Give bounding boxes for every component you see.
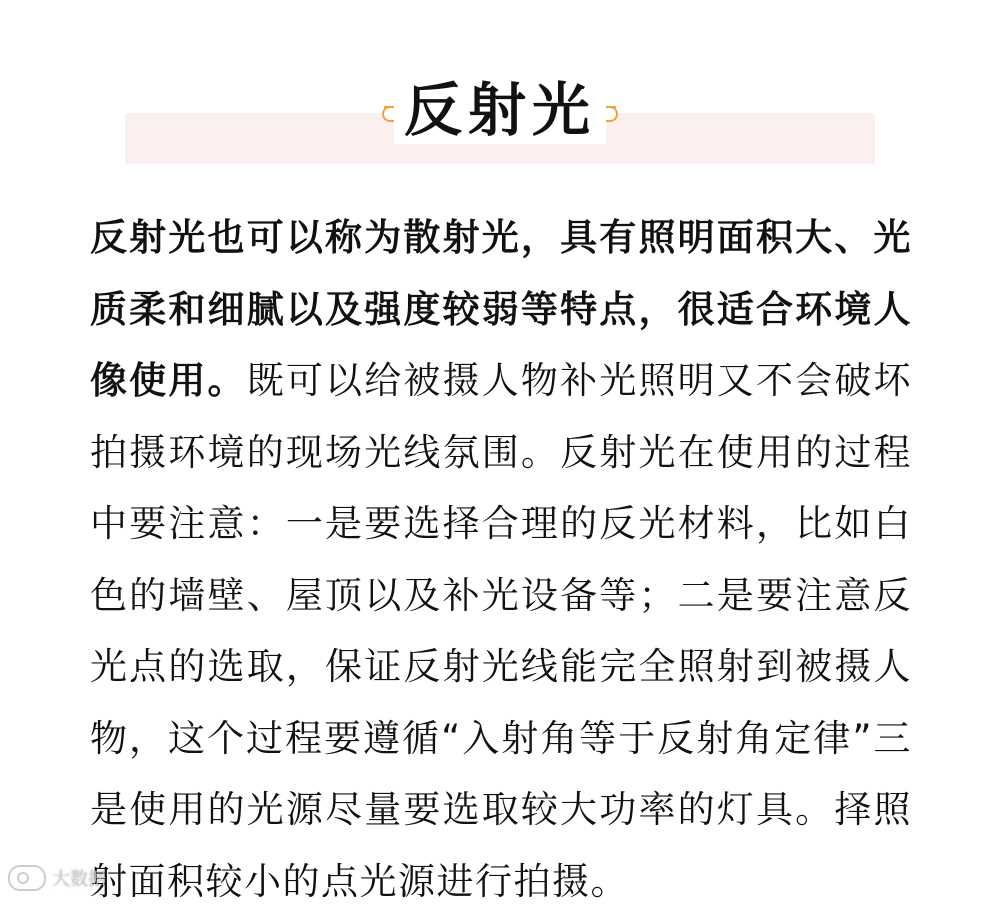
watermark-text: 大数据 — [52, 869, 106, 890]
page-title — [0, 70, 1000, 150]
watermark — [8, 862, 106, 894]
paragraph-bold-lead: 反射光也可以称为散射光，具有照明面积大、光质柔和细腻以及强度较弱等特点，很适合环境人像使用。 — [90, 216, 912, 402]
page-title-text: 反射光 — [394, 76, 606, 144]
body-paragraph — [90, 202, 912, 917]
paragraph-normal-text: 既可以给被摄人物补光照明又不会破坏拍摄环境的现场光线氛围。反射光在使用的过程中要注意：一是要选择合理的反光材料，比如白色的墙壁、屋顶以及补光设备等；二是要注意反光点的选取，保证反射光线能完全照射到被摄人物，这个过程要遵循“入射角等于反射角定律”三是使用的光源尽量要选取较大功率的灯具。择照射面积较小的点光源进行拍摄。 — [90, 359, 913, 903]
watermark-logo-icon — [8, 865, 46, 891]
